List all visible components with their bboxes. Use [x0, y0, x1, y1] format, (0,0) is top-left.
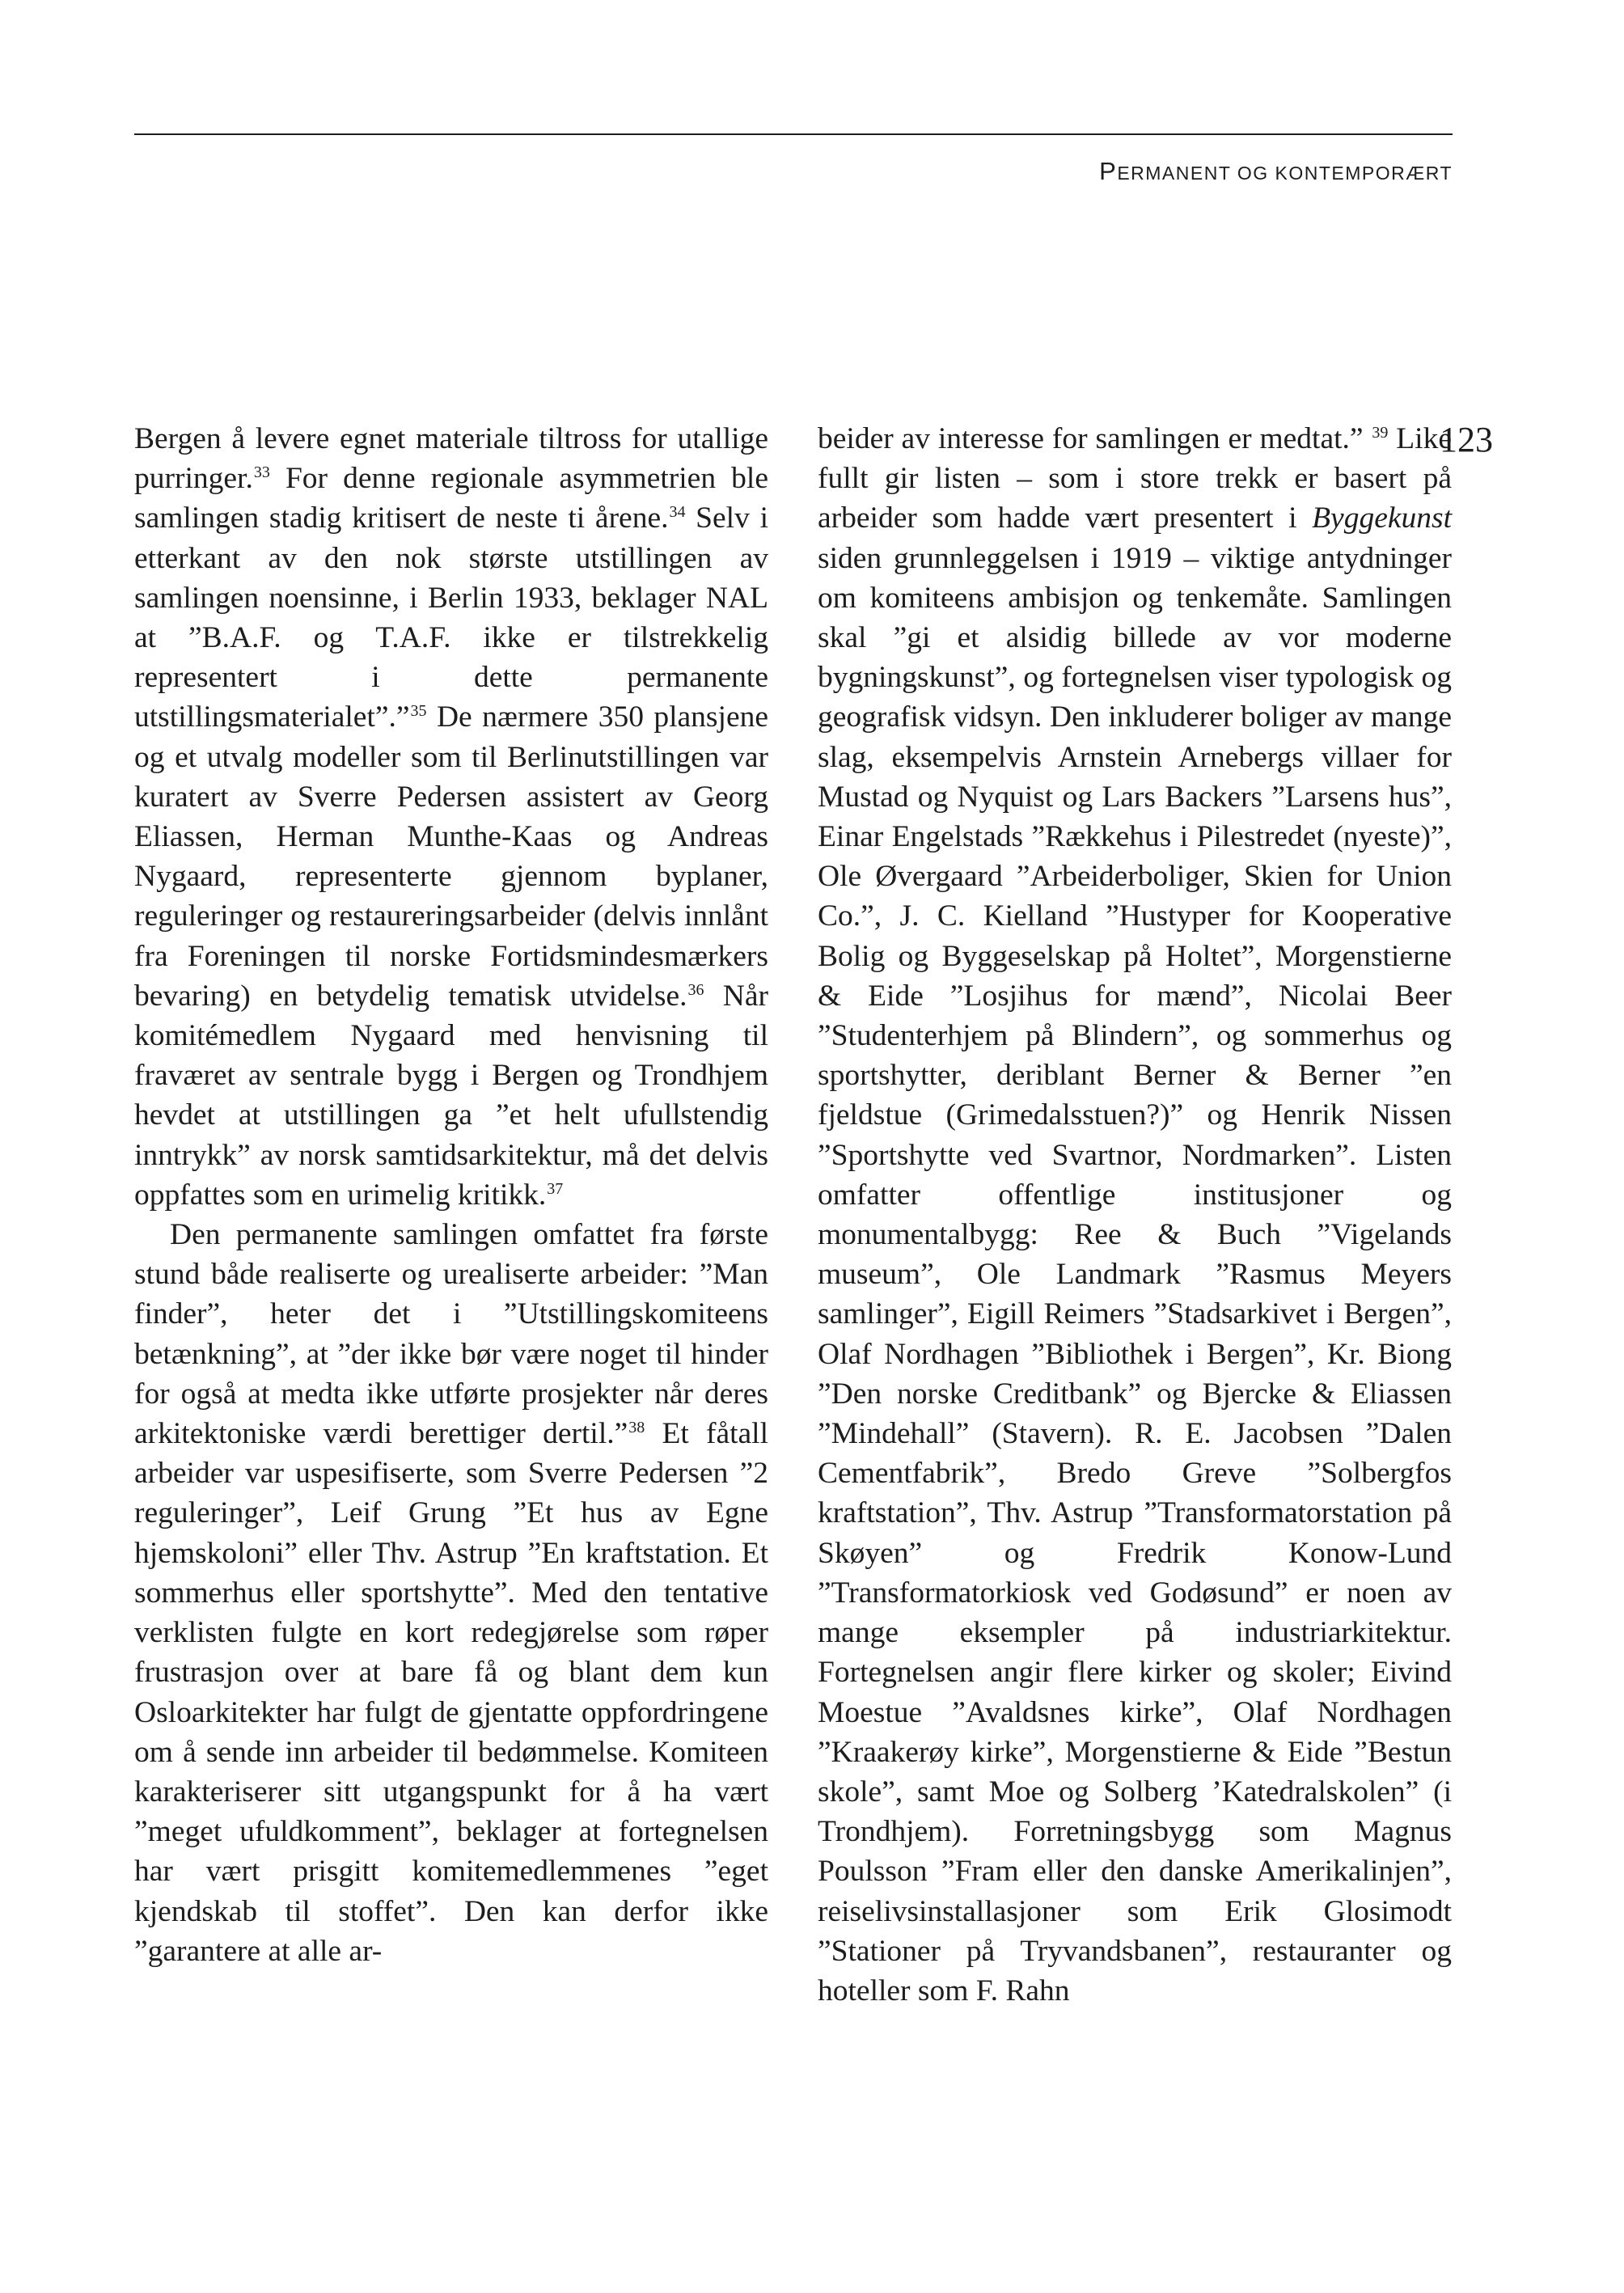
running-head-rest: ERMANENT OG KONTEMPORÆRT — [1117, 163, 1453, 184]
text-run: Bergen å levere egnet materiale tiltross for utallige purringer. — [134, 422, 768, 496]
paragraph — [134, 419, 768, 1215]
italic-title: Byggekunst — [1312, 501, 1452, 535]
text-run: siden grunnleggelsen i 1919 – viktige antydninger om komiteens ambisjon og tenkemåte. Samlingen skal ”gi et alsidig billede av vor moderne bygningskunst”, og fortegnelsen viser typologisk og geografisk vidsyn. Den inkluderer boliger av mange slag, eksempelvis Arnstein Arnebergs villaer for Mustad og Nyquist og Lars Backers ”Larsens hus”, Einar Engelstads ”Rækkehus i Pilestredet (nyeste)”, Ole Øvergaard ”Arbeiderboliger, Skien for Union Co.”, J. C. Kielland ”Hustyper for Kooperative Bolig og Byggeselskap på Holtet”, Morgenstierne & Eide ”Losjihus for mænd”, Nicolai Beer ”Studenterhjem på Blindern”, og sommerhus og sportshytter, deriblant Berner & Berner ”en fjeldstue (Grimedalsstuen?)” og Henrik Nissen ”Sportshytte ved Svartnor, Nordmarken”. Listen omfatter offentlige institusjoner og monumentalbygg: Ree & Buch ”Vigelands museum”, Ole Landmark ”Rasmus Meyers samlinger”, Eigill Reimers ”Stadsarkivet i Bergen”, Olaf Nordhagen ”Bibliothek i Bergen”, Kr. Biong ”Den norske Creditbank” og Bjercke & Eliassen ”Mindehall” (Stavern). R. E. Jacobsen ”Dalen Cementfabrik”, Bredo Greve ”Solbergfos kraftstation”, Thv. Astrup ”Transformatorstation på Skøyen” og Fredrik Konow-Lund ”Transformatorkiosk ved Godøsund” er noen av mange eksempler på industriarkitektur. Fortegnelsen angir flere kirker og skoler; Eivind Moestue ”Avaldsnes kirke”, Olaf Nordhagen ”Kraakerøy kirke”, Morgenstierne & Eide ”Bestun skole”, samt Moe og Solberg ’Katedralskolen” (i Trondhjem). Forretningsbygg som Magnus Poulsson ”Fram eller den danske Amerikalinjen”, reiselivsinstallasjoner som Erik Glosimodt ”Stationer på Tryvandsbanen”, restauranter og hoteller som F. Rahn — [818, 541, 1452, 2007]
footnote-ref: 33 — [253, 463, 270, 482]
text-run: De nærmere 350 plansjene og et utvalg modeller som til Berlinutstillingen var kuratert av Sverre Pedersen assistert av Georg Eliassen, Herman Munthe-Kaas og Andreas Nygaard, representerte gjennom byplaner, reguleringer og restaureringsarbeider (delvis innlånt fra Foreningen til norske Fortidsmindesmærkers bevaring) en betydelig tematisk utvidelse. — [134, 700, 768, 1013]
text-run: Like fullt gir listen – som i store trekk er basert på arbeider som hadde vært presentert i — [818, 422, 1452, 535]
running-head-initial: P — [1099, 157, 1118, 185]
text-run: Selv i etterkant av den nok største utstillingen av samlingen noensinne, i Berlin 1933, beklager NAL at ”B.A.F. og T.A.F. ikke er tilstrekkelig representert i dette permanente utstillingsmaterialet”.” — [134, 501, 768, 734]
right-column — [818, 419, 1452, 2011]
footnote-ref: 35 — [410, 702, 427, 721]
page-number: 123 — [1440, 420, 1493, 459]
footnote-ref: 37 — [547, 1179, 564, 1198]
text-run: Et fåtall arbeider var uspesifiserte, som Sverre Pedersen ”2 reguleringer”, Leif Grung ”Et hus av Egne hjemskoloni” eller Thv. Astrup ”En kraftstation. Et sommerhus eller sportshytte”. Med den tentative verklisten fulgte en kort redegjørelse som røper frustrasjon over at bare få og blant dem kun Osloarkitekter har fulgt de gjentatte oppfordringene om å sende inn arbeider til bedømmelse. Komiteen karakteriserer sitt utgangspunkt for å ha vært ”meget ufuldkomment”, beklager at fortegnelsen har vært prisgitt komitemedlemmenes ”eget kjendskab til stoffet”. Den kan derfor ikke ”garantere at alle ar- — [134, 1417, 769, 1968]
footnote-ref: 39 — [1372, 424, 1389, 442]
footnote-ref: 34 — [669, 503, 686, 522]
left-column — [134, 419, 768, 1971]
paragraph — [134, 1215, 768, 1971]
running-head — [1099, 157, 1453, 186]
text-run: For denne regionale asymmetrien ble samlingen stadig kritisert de neste ti årene. — [134, 462, 768, 535]
paragraph — [818, 419, 1452, 2011]
text-run: beider av interesse for samlingen er medtat.” — [818, 422, 1372, 455]
footnote-ref: 38 — [628, 1419, 645, 1437]
header-rule — [134, 133, 1453, 135]
footnote-ref: 36 — [687, 980, 704, 999]
text-run: Når komitémedlem Nygaard med henvisning til fraværet av sentrale bygg i Bergen og Trondhjem hevdet at utstillingen ga ”et helt ufullstendig inntrykk” av norsk samtidsarkitektur, må det delvis oppfattes som en urimelig kritikk. — [134, 979, 768, 1212]
text-run: Den permanente samlingen omfattet fra første stund både realiserte og urealiserte arbeider: ”Man finder”, heter det i ”Utstillingskomiteens betænkning”, at ”der ikke bør være noget til hinder for også at medta ikke utførte prosjekter når deres arkitektoniske værdi berettiger dertil.” — [134, 1218, 768, 1451]
